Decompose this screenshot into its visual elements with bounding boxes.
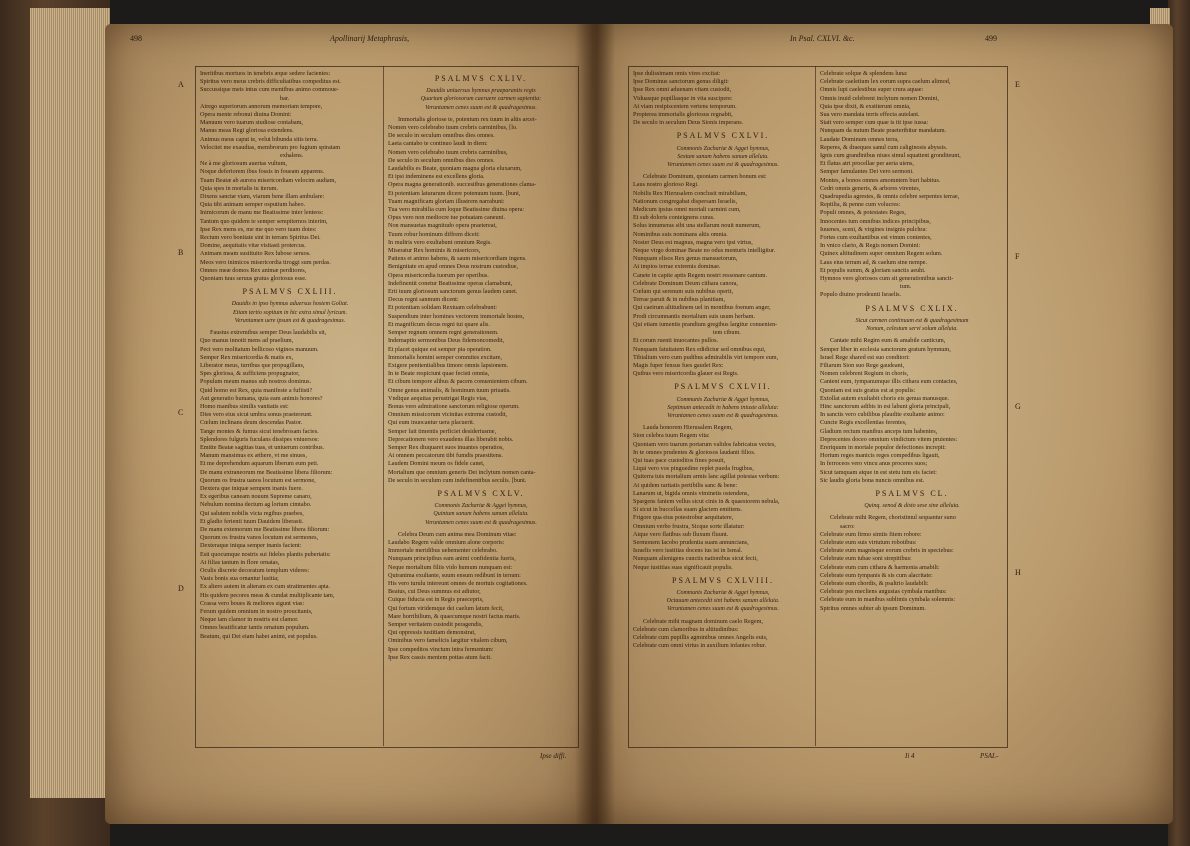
text-line: At impios terrae extremis dominae. bbox=[633, 263, 721, 271]
text-line: Deprecentes doceo omnium vindictum vitem pruientes: bbox=[820, 435, 958, 443]
text-line: Tua vero mirabilia cum loque Beatissime diuina opera: bbox=[388, 206, 525, 214]
text-line: Spiritus omnes subter ab ipsum Dominum. bbox=[820, 604, 926, 612]
text-line: De manu extemorum me Beatissime libera filiorum: bbox=[200, 525, 330, 533]
text-line: Quorum os frustra uanos locutum est sermone, bbox=[200, 476, 316, 484]
text-line: Solus innumeras sibi una stellarum nouit numerum, bbox=[633, 222, 761, 230]
text-line: Medicum ipsius omni mortali carmini cum, bbox=[633, 206, 741, 214]
text-line: Et potentiam laturarum dicere potenuum tuum. [buni, bbox=[388, 189, 521, 197]
right-column-1 bbox=[633, 70, 813, 742]
text-line: Quoniam tuus seruus gratus gloriosus esse. bbox=[200, 275, 307, 283]
right-column-2 bbox=[820, 70, 1004, 742]
text-line: Reperes, & draeques sanul cum caliginosis abyssis. bbox=[820, 143, 948, 151]
text-line: Quiranima exultante, suum ensum redibunt in terram: bbox=[388, 571, 521, 579]
text-line: Suspendium inter homines vectorem immortale hostes, bbox=[388, 312, 525, 320]
text-line: Manuum vero tuarum studiose contabam, bbox=[200, 119, 303, 127]
text-line: De seculo in seculum Deus Sionis imperans. bbox=[633, 119, 744, 127]
page-edges-left bbox=[30, 8, 110, 798]
psalm-title-147: PSALMVS CXLVII. bbox=[674, 383, 772, 392]
text-line: Nomen vero celebrabo tuum crebris carminibus, bbox=[388, 148, 508, 156]
text-line: Quoniam vero tuarum portarum validos fabricatus vectes, bbox=[633, 440, 776, 448]
text-line: Beatum, qui Dei eiam habet animi, est populus. bbox=[200, 632, 318, 640]
text-line: Celebrate Dominum, quoniam carmen bonum est: bbox=[643, 173, 767, 181]
rubric-line: Etiam tertio sopitum in hic extra simul lyricum. bbox=[233, 309, 347, 316]
text-line: Montes, a bonos omnes amomntem buri habitus. bbox=[820, 176, 941, 184]
text-line: Frigore qua eius potestrobur aequitatere, bbox=[633, 514, 734, 522]
text-line: Sion celebra tuum Regem vita: bbox=[633, 432, 710, 440]
text-line: Opera misericordia tuorum per operibus. bbox=[388, 271, 489, 279]
rubric-line: Octauum antecedit sint habens sanum alleluia. bbox=[666, 598, 780, 605]
text-line: Omnes beatificatur tantis ornatum populum. bbox=[200, 624, 310, 632]
text-line: Rectum vero bonitate sint in terram Spiritus Dei. bbox=[200, 234, 321, 242]
text-line: Cantate mihi Regim eum & amabile canticum, bbox=[830, 337, 946, 345]
text-line: Populo diuino prodeunti Israelis. bbox=[820, 291, 902, 299]
text-line: Ipse dulissimam omis vires excitat: bbox=[633, 70, 721, 77]
text-line: Sua vero mandata terris effecta autelant. bbox=[820, 111, 920, 119]
text-line: Atrego superiorum annorum memoriam tempore, bbox=[200, 102, 323, 110]
text-line: Manus meas Regi gloriosa extendens. bbox=[200, 127, 294, 135]
text-line: In te Beate respiciunt quae fecisti omnia, bbox=[388, 370, 490, 378]
left-column-1 bbox=[200, 70, 380, 742]
text-line: Propterea immortalis gloriosus regnabit, bbox=[633, 111, 733, 119]
text-line: Ineritibus mortuos in tenebris æque sedere facientes: bbox=[200, 70, 331, 77]
text-line: Neque virgo dominae Beate no odus menturis intelligitur. bbox=[633, 247, 776, 255]
text-line: Quadrupedia agrestes, & omnis celebre serpentes terrae, bbox=[820, 193, 960, 201]
rubric-line: Sextum sanum habens sanum alleluia. bbox=[677, 153, 769, 160]
text-line: Aut generatio humana, quia eam animis honores? bbox=[200, 394, 323, 402]
right-running-header: In Psal. CXLVI. &c. bbox=[790, 34, 855, 43]
text-line: Vndique aequitas perustrigat Regis vias, bbox=[388, 394, 488, 402]
psalm-title-150: PSALMVS CL. bbox=[875, 489, 949, 498]
text-line: Qui caeirum altitudinem uel in montibus foenum anger, bbox=[633, 304, 771, 312]
margin-letter-h: H bbox=[1015, 568, 1021, 577]
text-line: De seculo in seculum omnibus dies omnes. bbox=[388, 132, 495, 140]
text-line: Cœlum inclinans deum descendas Pastor. bbox=[200, 419, 303, 427]
text-line: Omnis lupi caelestibus super crura aquae: bbox=[820, 86, 924, 94]
text-line: Sic laudis gloria bona nuncis omnibus est. bbox=[820, 476, 925, 484]
text-line: Beatus, cui Deus summus est adiutor, bbox=[388, 588, 481, 596]
text-line: Tange montes & fumus sicut tenebrosam facies. bbox=[200, 427, 319, 435]
text-line: Ignis cum grandinibus niues simul squattent gronditeunt, bbox=[820, 152, 961, 160]
text-line: Animus meus caput te, velut bibunda sitis terra. bbox=[200, 135, 319, 143]
text-line: In sanctis vero cubilibus plaudite exultante animo: bbox=[820, 411, 945, 419]
text-line: Celebrate cum omni virtus in auxilium infantes robur. bbox=[633, 642, 767, 650]
text-line: Et magnificum decus regni tui quare alis. bbox=[388, 320, 490, 328]
text-line: Nunquam elisos Rex genus mansuetorum, bbox=[633, 255, 738, 263]
text-line: Neque iam clamor in nostris est clamor. bbox=[200, 616, 299, 624]
text-line: Patiens et animo habens, & saum misericordiam ingens. bbox=[388, 255, 527, 263]
text-line: Splendores fulguris fuculans dissipes vniuersos: bbox=[200, 435, 319, 443]
text-line: Celebrate eum cum cithara & harmonia amabili: bbox=[820, 563, 940, 571]
text-line: Semper Rex misericordia & matis ex, bbox=[200, 353, 294, 361]
margin-letter-f: F bbox=[1015, 252, 1020, 261]
text-line: Reptilia, & penne cum volucres: bbox=[820, 201, 901, 209]
text-line: Ipse Rex cassis mentem pottas atum facit. bbox=[388, 653, 492, 661]
text-line: Vasis bonis sua ornantur lusitia; bbox=[200, 575, 279, 583]
text-line: Populum meum manus sub nostros dominus. bbox=[200, 378, 312, 386]
text-line: Et ipsi indeminens est excellens gloria. bbox=[388, 173, 485, 181]
text-line: Semper liber in ecclesia sanctorum gratum hymnum, bbox=[820, 345, 951, 353]
text-line: Ominibus vero famelicis largitur vitalem cibum, bbox=[388, 637, 508, 645]
text-line: Erit tuum gloriosum sanctorum genus laudem canet. bbox=[388, 288, 518, 296]
text-line: Liqui vero vos pinguedine replet pueda frugibus, bbox=[633, 465, 754, 473]
text-line: Mare horribilium, & quaecumque nostri factus maris. bbox=[388, 612, 521, 620]
text-line: Deprecationem vero exaudens illas liberabit nobis. bbox=[388, 435, 514, 443]
rubric-line: Quartum gloriosorum caeruere carmen sapientia: bbox=[420, 96, 542, 103]
text-line: Dies vero eius sicut umbra sonus praetereunt. bbox=[200, 411, 313, 419]
text-line: Laus eius terram ad, & caelum sine nempe. bbox=[820, 258, 928, 266]
text-line: Tuam magnificam gloriam illustrem narrabuni: bbox=[388, 197, 505, 205]
text-line: Sermonem Iacobo prudentia suam annuncians, bbox=[633, 538, 749, 546]
text-line: Quorum os frustra vanos locutum est sermones, bbox=[200, 534, 319, 542]
signature-mark: Ii 4 bbox=[905, 752, 915, 760]
margin-letter-g: G bbox=[1015, 402, 1021, 411]
text-line: Et populis summ, & gloriam sanctis aeuhi. bbox=[820, 266, 926, 274]
text-line: Et sub doloris conteignens curas. bbox=[633, 214, 715, 222]
text-line: Semper regnum omnem regni generationem. bbox=[388, 329, 499, 337]
text-line: Omnium verbo frustra, Sicque sorte illatatur: bbox=[633, 522, 745, 530]
text-line: At viam resipiscentem vertens temporum. bbox=[633, 102, 737, 110]
text-line: Celebrate eum firmo simtis fitem robore: bbox=[820, 530, 922, 538]
text-line: Immortalis gloriose te, potentum rex tuum in altis arcet- bbox=[398, 115, 537, 123]
text-line: Sicut tamquam atque in est stetu tum eis faciet: bbox=[820, 468, 937, 476]
text-line: Hinc sanctorum adibis in est labunt gloria principali, bbox=[820, 402, 951, 410]
text-line: Quoniam est suis gratus est at populis: bbox=[820, 386, 916, 394]
rubric-line: Sicut carmen continuum est & quadragesimum bbox=[855, 317, 969, 324]
text-line: Manum mansimus ex æthere, vt me sinues, bbox=[200, 452, 307, 460]
rubric-line: Veruntamen cenes suum est & quadragesimus. bbox=[667, 162, 779, 169]
text-line: Noque deferiorem ibus fossis in foueam apparens. bbox=[200, 168, 325, 176]
text-line: Nebulum nomina dectum ag lorium cimtabo. bbox=[200, 501, 312, 509]
text-line: Cuncte Regis excellentias ferentes, bbox=[820, 419, 907, 427]
text-line: Nunquam principibus eam animi confidentia fueris, bbox=[388, 555, 516, 563]
text-line: Celebrate eum magnisque eorum crebris in speciebus: bbox=[820, 547, 954, 555]
text-line: His quidem pecores meas & cundat multiplicante tam, bbox=[200, 591, 335, 599]
margin-letter-a: A bbox=[178, 80, 184, 89]
text-line: Lauda honorem Hierusalem Regem, bbox=[643, 424, 733, 432]
text-line: Celebrate eum tubae soni strepitibus: bbox=[820, 555, 912, 563]
text-line: Celebrate cum clamoribus in altitudinibus: bbox=[633, 625, 739, 633]
text-line: Ne à me gloriosum auertas vultum, bbox=[200, 160, 287, 168]
text-line: Populi omnes, & potestates Reges, bbox=[820, 209, 906, 217]
text-line: Hymnos vero gloriosos cum sit generationibus sancti- bbox=[820, 275, 954, 283]
text-line: Cantent eum, tympanumque illis cithara eum contactes, bbox=[820, 378, 958, 386]
left-column-2 bbox=[388, 70, 574, 742]
text-line: Magis fuper fensus fues gaudet Rex: bbox=[633, 361, 724, 369]
text-line: Spiritus vero meus crebris difficultatibus compeditus est. bbox=[200, 78, 341, 86]
text-line: Non mansuetas magnitudo opera praetereat, bbox=[388, 222, 497, 230]
text-line: bar. bbox=[280, 94, 290, 102]
text-line: In ferroceos vero vincu anus proceres suos; bbox=[820, 460, 928, 468]
text-line: Et cibum tempore alibus & pacem conuenientem cibum. bbox=[388, 378, 528, 386]
rubric-line: Commonis Zachariæ & Aggei hymnus, bbox=[676, 145, 770, 152]
rubric-line: Commonis Zachariæ & Aggei hymnus, bbox=[434, 503, 528, 510]
text-line: Quo manus innotit mens ad praelium, bbox=[200, 337, 294, 345]
text-line: Quia spes in mortalis tu iterum. bbox=[200, 184, 279, 192]
text-line: Celebrate mihi Regem, choristimul sequantur suno bbox=[830, 514, 956, 522]
psalm-title-148: PSALMVS CXLVIII. bbox=[672, 576, 774, 585]
rubric-line: Communis Zachariæ & Aggei hymnus, bbox=[676, 396, 770, 403]
text-line: Omne genus animalis, & hominum tuum priuatis. bbox=[388, 386, 511, 394]
text-line: Animam meam sustituito Rex lubose seruos. bbox=[200, 250, 311, 258]
text-line: Et potentiam solidam Rextuam celebrabunt: bbox=[388, 304, 497, 312]
text-line: Et placet quique est semper pia operation. bbox=[388, 345, 492, 353]
text-line: Neque iustitias suas significauit populis. bbox=[633, 563, 733, 571]
text-line: Homo manibus similis vanitatis est: bbox=[200, 402, 289, 410]
rubric-line: Veruntamen cenes suum est & quadragesimus. bbox=[667, 606, 779, 613]
text-line: Et flatus atri procellae per aeria uiens, bbox=[820, 160, 914, 168]
rubric-line: Dauidis in ipso hymnus aduersus hostem Goliat. bbox=[231, 301, 349, 308]
text-line: Lanarum ut, bigida omnis viminetis ostendens, bbox=[633, 489, 750, 497]
text-line: Tantum quo quidem te semper sempiternos interim, bbox=[200, 217, 328, 225]
rubric-line: Dauidis uniuersus hymnus praeparantis regis bbox=[426, 88, 536, 95]
text-line: Quiterra tuis mortalium armis lanc agillat potestas verbum: bbox=[633, 473, 780, 481]
text-line: Dexteraque iniqua semper inanis facient: bbox=[200, 542, 302, 550]
text-line: Noster Deus est magnus, magna vero ipsi virtus, bbox=[633, 238, 753, 246]
text-line: Liberator meus, turribus que propugillans, bbox=[200, 361, 305, 369]
text-line: Et gladio ferienti tuum Dauidem liberasti. bbox=[200, 517, 304, 525]
right-page-number: 499 bbox=[985, 34, 997, 43]
text-line: Esti quocumque nostris sui fideles plantis pubertatis: bbox=[200, 550, 331, 558]
text-line: Celebrate Dominum Deum cithara canora, bbox=[633, 279, 738, 287]
text-line: Et me deprehendum aquarum liberum eum peti. bbox=[200, 460, 319, 468]
text-line: Israel Rege shared est suo conditori: bbox=[820, 353, 910, 361]
text-line: Cuique fiducia est in Regis praecepris, bbox=[388, 596, 484, 604]
rubric-line: Nonum, celestum servi solum alleluia. bbox=[866, 326, 958, 333]
text-line: Neque mortalium filiis vido humum nunquam est: bbox=[388, 563, 513, 571]
text-line: Meos vero inimicos misericordia tiroggi sum perdas. bbox=[200, 258, 331, 266]
text-line: Miseratur Rex hominis & misericors, bbox=[388, 247, 481, 255]
text-line: Ipse Rex mens es, me me quo vero tuam dotes: bbox=[200, 225, 317, 233]
text-line: Bonus vero admiratione sanctorum religiose operum. bbox=[388, 402, 520, 410]
text-line: Nunquam fatuitatem Rex edidictur sed omnibus equi, bbox=[633, 345, 766, 353]
text-line: Ipse Dominus sanctorum genus diligit: bbox=[633, 78, 729, 86]
text-line: Qui eum inuocantur uera placuerit. bbox=[388, 419, 475, 427]
text-line: Ex egeribus caneam nouum Supreme canaro, bbox=[200, 493, 312, 501]
text-line: Inimicorum de manu me Beatissime inter lenteos: bbox=[200, 209, 324, 217]
text-line: Decus regni sanmum dicent: bbox=[388, 296, 459, 304]
text-line: Domine, aequitatis vitæ visitasti protercus. bbox=[200, 242, 306, 250]
text-line: At quidem raritatis pertibilis sanc & bene: bbox=[633, 481, 738, 489]
text-line: Nomen celebrent Regium in choris, bbox=[820, 370, 909, 378]
text-line: Velocitet me exaudias, membrorum pro fugium spiratam bbox=[200, 143, 341, 151]
text-line: Laudabilis es Beate, quoniam magna gloria eluxarum, bbox=[388, 165, 522, 173]
text-line: Ipse Rex omni aduenam vitam custodit, bbox=[633, 86, 732, 94]
text-line: Laudabo Regem valde omnium alone corporis: bbox=[388, 538, 505, 546]
text-line: Laeta cantabo te continuo laudi in diem: bbox=[388, 140, 488, 148]
text-line: Celebra Deum cum anima mea Dominum vitae: bbox=[398, 530, 517, 538]
text-line: sacro: bbox=[840, 522, 855, 530]
text-line: Exigere penitentialibus timore omnis lapsionem. bbox=[388, 361, 509, 369]
text-line: Crassa vero boues & meliores sigunt vias: bbox=[200, 599, 305, 607]
text-line: His vero turulu intereunt omnes de mortuis cogitationes. bbox=[388, 579, 528, 587]
text-line: Omnes meæ domos Rex animæ perditores, bbox=[200, 266, 307, 274]
text-line: Qui tuas pace custoditos fines posuit, bbox=[633, 456, 726, 464]
text-line: De seculo in seculum cum indefinentibus seculis. [bunt. bbox=[388, 476, 527, 484]
text-line: Nominibus suis nominans altis omnia. bbox=[633, 230, 728, 238]
text-line: Canete in capite aptis Regem nostri ressonare cantum. bbox=[633, 271, 768, 279]
text-line: Dixens sanctæ viam, viarum bene illam ambulare: bbox=[200, 193, 325, 201]
text-line: Nationum congregabat dispersam Israelis, bbox=[633, 197, 738, 205]
rubric-line: Quinq. senod & disto sese sine alleluia. bbox=[864, 503, 960, 510]
text-line: Tibialium vero cum pudibus admirabilis viri tempore eum, bbox=[633, 353, 779, 361]
left-running-header: Apollinarij Metaphrasis, bbox=[330, 34, 410, 43]
text-line: Celebrate eum chordis, & psaltrio laudabili: bbox=[820, 579, 929, 587]
text-line: Semper Rex diuquaret suos inuantes operatios, bbox=[388, 443, 504, 451]
text-line: Ex altero autem in alteram ex cum stratimentes apta. bbox=[200, 583, 331, 591]
text-line: Quia ipse dixit, & exstiterunt omnia, bbox=[820, 102, 911, 110]
text-line: Iuuenes, sceni, & virgines insignis pulchra: bbox=[820, 225, 927, 233]
book-gutter bbox=[575, 24, 615, 824]
psalm-title-144: PSALMVS CXLIV. bbox=[434, 75, 528, 83]
text-line: Ferum quidem omnium in nostro proucitanis, bbox=[200, 608, 313, 615]
text-line: Omnis inuid celebrent inclytum nomen Domini, bbox=[820, 94, 939, 102]
text-line: Nobilis Rex Hierusalem conclusit mirabiliam, bbox=[633, 189, 747, 197]
text-line: Celebrate solque & splendens luna: bbox=[820, 70, 908, 77]
text-line: Nunquam da nutum Beate praeteribitur mandatum. bbox=[820, 127, 947, 135]
text-line: Atque vero flatibus sub fluxum fluunt. bbox=[633, 530, 729, 538]
text-line: Pect vero molitatum bellicoso viginos manuum. bbox=[200, 345, 319, 353]
text-line: tum. bbox=[900, 283, 912, 291]
text-line: Faustus extremibus semper Deus laudabilis sit, bbox=[210, 329, 327, 337]
rubric-line: Veruntamen cenes suum est & quadragesimus. bbox=[667, 412, 779, 419]
text-line: Gladium rectum manibus anceps tum habentes, bbox=[820, 427, 938, 435]
left-catchword: Ipse diffi. bbox=[540, 752, 567, 760]
text-line: Emitte Beatæ sagittas tuas, et uniuerum contribus. bbox=[200, 443, 325, 451]
margin-letter-c: C bbox=[178, 408, 184, 417]
text-line: Terrae paruit & in nubibus planitiam, bbox=[633, 296, 726, 304]
text-line: Tuam Beatæ ab aurora misericordiam velocim audiam, bbox=[200, 176, 337, 184]
rubric-line: Veruntamen cenes suum est & quadragesimus. bbox=[425, 519, 537, 526]
text-line: Semper veritatem custodit peragendis, bbox=[388, 621, 483, 628]
text-line: Filiarum Sion suo Rege gaudeant, bbox=[820, 361, 905, 369]
text-line: Opera mente rebonui diuina Domini: bbox=[200, 111, 292, 119]
text-line: Extollat autem exultabit choris eis genua manusque. bbox=[820, 394, 950, 402]
psalm-title-145: PSALMVS CXLV. bbox=[437, 489, 525, 498]
text-line: Indefinentit conetur Beatissime operas clamabunt, bbox=[388, 279, 513, 287]
text-line: Tuum robur hominum diffrem diceit: bbox=[388, 230, 480, 238]
rubric-line: Septimum antecedit in habens iniuste alleluia: bbox=[667, 404, 779, 411]
psalm-title-146: PSALMVS CXLVI. bbox=[676, 132, 770, 141]
text-line: Celebrate mihi magnam dominum caelo Regem, bbox=[643, 617, 763, 625]
rubric-line: Quintum sanum habens sanum alleluia. bbox=[433, 511, 529, 518]
text-line: Qui salutem nobilis victa regibus praebes, bbox=[200, 509, 304, 517]
text-line: Oculis discrete decoratum templum videres: bbox=[200, 566, 310, 574]
margin-letter-e: E bbox=[1015, 80, 1020, 89]
text-line: De manu extraneorum me Beatissime libera filiorum: bbox=[200, 468, 333, 476]
text-line: Qui fortum viridemque dei caelum latum fecit, bbox=[388, 604, 504, 612]
text-line: Israelis vero iustitias docens ius ist in Isreal. bbox=[633, 547, 743, 555]
text-line: Quia tibi animam semper osputium habeo. bbox=[200, 201, 306, 209]
text-line: Immortalis homini semper commites excitare, bbox=[388, 353, 502, 361]
text-line: Prodi circumnantis mortalium suis usum herbam. bbox=[633, 312, 756, 320]
text-line: Semper fait timentis perficiet desideriusme, bbox=[388, 427, 497, 435]
psalm-title-143: PSALMVS CXLIII. bbox=[242, 288, 338, 297]
psalm-title-149: PSALMVS CXLIX. bbox=[865, 304, 959, 313]
text-line: Spargens fantem vellus sicut cinis in & quaestorem nebula, bbox=[633, 497, 780, 505]
text-line: Celebrate eum tympanis & sis cum alacritate: bbox=[820, 571, 933, 579]
text-line: Hortum reges manicis reges compedibus ligauit, bbox=[820, 452, 940, 460]
text-line: Succussique meis intus cum mentibus animo commoue- bbox=[200, 86, 339, 94]
text-line: Et corum ruenti inuocantes pullos. bbox=[633, 337, 719, 345]
text-line: At omnem peccatorum tibi fumdis praestitens. bbox=[388, 452, 503, 460]
text-line: Laudem Domini meum os fidele canet, bbox=[388, 460, 485, 468]
text-line: At filias tantum in flore ornatas, bbox=[200, 558, 280, 566]
text-line: Nomen vero celebrabo tuum crebris carminibus, [lo. bbox=[388, 124, 518, 132]
text-line: Viduasque pupillasque in vita suscipere: bbox=[633, 94, 733, 102]
text-line: Opus vero non mediocre tue potuatam caneuni. bbox=[388, 214, 506, 222]
text-line: Celebrate caeletium lex eorum supra caelum alimod, bbox=[820, 78, 951, 86]
text-line: Celebrate eum in manibus sublimis cymbala solemnis: bbox=[820, 596, 956, 604]
text-line: Semper famulantes Dei vero sermoni. bbox=[820, 168, 914, 176]
text-line: Immortale meridibus uehementer celebrabo. bbox=[388, 547, 498, 555]
text-line: Ipse compeditos vinctum intra fermentum: bbox=[388, 645, 494, 653]
text-line: Laus nostro glorioso Regi. bbox=[633, 181, 699, 189]
text-line: In multris vero exultabunt omnium Regis. bbox=[388, 238, 492, 246]
text-line: Cedri omnis generis, & arbores virentes, bbox=[820, 184, 921, 192]
text-line: Fortes cum exultantibus est vinum contentes, bbox=[820, 234, 932, 242]
rubric-line: Communis Zachariæ & Aggei hymnus, bbox=[676, 589, 770, 596]
text-line: In te omnes prudentes & gloriosos laudanti filios. bbox=[633, 448, 756, 456]
text-line: tem cibum. bbox=[713, 329, 741, 337]
text-line: Indemaptio sermonibus Deus fidemoncomedit, bbox=[388, 337, 505, 345]
margin-letter-d: D bbox=[178, 584, 184, 593]
text-line: exhalens. bbox=[280, 152, 304, 160]
text-line: Cœlum qui serenum suis nubibus operit, bbox=[633, 288, 734, 296]
left-page-number: 498 bbox=[130, 34, 142, 43]
text-line: Celebrate pes mecliens angustas cymbala manibus: bbox=[820, 588, 947, 596]
text-line: Qui etiam iumentis prandium gregibus largitur conuenien- bbox=[633, 320, 778, 328]
text-line: Quinex altitudinem super omnium Regem solum. bbox=[820, 250, 943, 258]
text-line: Laudate Dominum omnes terra, bbox=[820, 135, 899, 143]
right-catchword: PSAL- bbox=[980, 752, 999, 760]
text-line: Si sicut in buccellas suam glaciem emittens. bbox=[633, 506, 743, 514]
rubric-line: Veruntamen uere ipsum est & quadragesimus. bbox=[234, 317, 346, 324]
text-line: Celebrate eum suis virtutum robotibus: bbox=[820, 538, 917, 546]
text-line: Statt vero semper cum quae is tit ipse iussa: bbox=[820, 119, 929, 127]
margin-letter-b: B bbox=[178, 248, 184, 257]
text-line: Qui oppressis iustitiam demonstrat, bbox=[388, 629, 476, 637]
text-line: Dextera que iniquæ sempem inanis fuere. bbox=[200, 484, 303, 492]
text-line: Innocentes tum omnibus indices principibus, bbox=[820, 217, 931, 225]
text-line: Mortalium que omnium generis Dei inclytum nomen canta- bbox=[388, 468, 536, 476]
right-column-rule bbox=[815, 66, 816, 746]
left-column-rule bbox=[383, 66, 384, 746]
text-line: Quibus vero misericordia glauer est Regis. bbox=[633, 370, 739, 378]
text-line: Omnium missicorum vicinitas extrema custodit, bbox=[388, 411, 508, 419]
text-line: Spes gloriosa, & sufficiens propugnator, bbox=[200, 370, 300, 378]
text-line: Quid homo est Rex, quia manifeste a fufiisti? bbox=[200, 386, 313, 394]
text-line: De seculo in seculum omnibus dies omnes. bbox=[388, 156, 495, 164]
text-line: Nunquam alienigens cunctis nationibus sicut fecit, bbox=[633, 555, 758, 563]
text-line: Ereriquum in mortale populor defectiones increpit: bbox=[820, 443, 946, 451]
text-line: Benignitate en apud omnes Deus nostrum custodiue, bbox=[388, 263, 519, 271]
rubric-line: Veruntamen cenes suum est & quadragesimus. bbox=[425, 104, 537, 111]
text-line: In vnico clario, & Regis nomen Domini: bbox=[820, 242, 921, 250]
text-line: Celebrate cum pupillis agminibus omnes Angelis euis, bbox=[633, 634, 768, 641]
text-line: Opera magna generationib. succesiibus generationes clama- bbox=[388, 181, 537, 189]
